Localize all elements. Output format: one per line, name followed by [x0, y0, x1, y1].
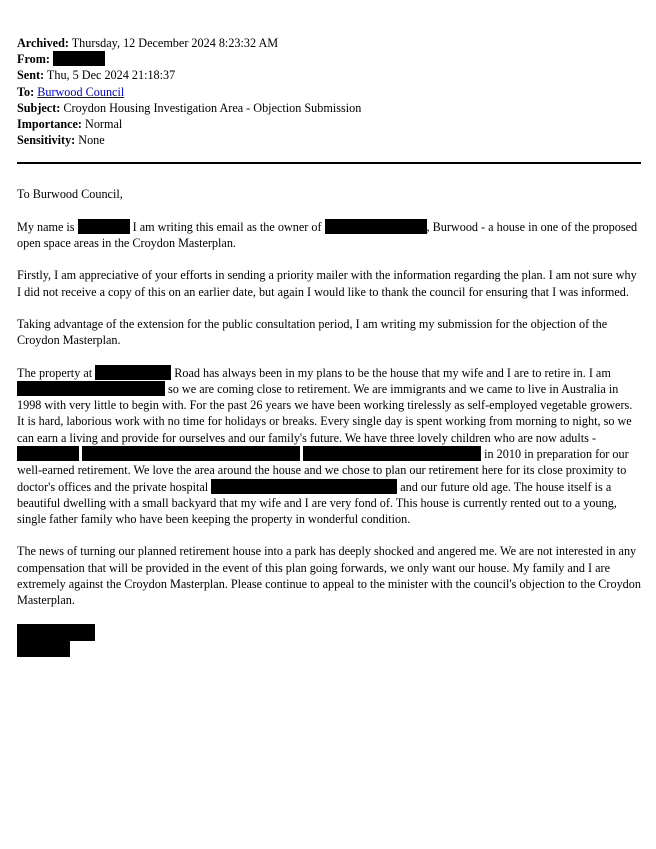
redaction-signature-line-1	[17, 624, 95, 641]
to-recipient-link[interactable]: Burwood Council	[37, 84, 125, 99]
redaction-street	[95, 365, 171, 380]
from-label: From:	[17, 52, 50, 67]
email-document	[17, 35, 641, 658]
p4-text-c: so we are coming close to retirement. We are immigrants and we came to live in Australia in 1998 with very little to begin with. For the past 26 years we have been working tirelessly as self-employed vegetable growers. It is hard, laborious work with no time for holidays or breaks. Every single day is spent working from morning to night, so we can earn a living and provide for ourselves and our family's future. We have three lovely children who are now adults -	[17, 381, 633, 445]
p4-text-e: and our future old age. The house itself is a beautiful dwelling with a small backyard that my wife and I are very fond of. This house is currently rented out to a young, single father family who have been keeping the property in wonderful condition.	[17, 479, 617, 527]
greeting: To Burwood Council,	[17, 187, 123, 202]
email-body	[17, 186, 641, 657]
redaction-hospital	[211, 479, 397, 494]
archived-row	[17, 35, 641, 51]
importance-label: Importance:	[17, 117, 82, 132]
sent-label: Sent:	[17, 68, 45, 83]
subject-row	[17, 100, 641, 116]
email-header	[17, 35, 641, 148]
importance-value: Normal	[85, 117, 123, 132]
paragraph-2: Firstly, I am appreciative of your efforts in sending a priority mailer with the information regarding the plan. I am not sure why I did not receive a copy of this on an earlier date, but again I would like to thank the council for ensuring that I was informed.	[17, 268, 637, 299]
to-label: To:	[17, 84, 35, 99]
subject-label: Subject:	[17, 100, 61, 115]
redaction-name	[78, 219, 130, 234]
paragraph-4	[17, 365, 641, 528]
header-divider	[17, 162, 641, 164]
redaction-from	[53, 51, 105, 66]
paragraph-5: The news of turning our planned retirement house into a park has deeply shocked and angered me. We are not interested in any compensation that will be provided in the event of this plan going forwards, we only want our house. My family and I are extremely against the Croydon Masterplan. Please continue to appeal to the minister with the council's objection to the Croydon Masterplan.	[17, 544, 641, 608]
sent-row	[17, 67, 641, 83]
subject-value: Croydon Housing Investigation Area - Objection Submission	[63, 100, 362, 115]
to-row	[17, 84, 641, 100]
archived-value: Thursday, 12 December 2024 8:23:32 AM	[71, 36, 279, 50]
sent-value: Thu, 5 Dec 2024 21:18:37	[46, 68, 176, 83]
archived-label: Archived:	[17, 36, 69, 50]
p1-text-c: , Burwood - a house in one of the proposed open space areas in the Croydon Masterplan.	[17, 219, 638, 251]
from-row	[17, 51, 641, 67]
sensitivity-row	[17, 132, 641, 148]
sensitivity-value: None	[78, 133, 105, 148]
redaction-age	[17, 381, 165, 396]
redacted-signature	[17, 624, 641, 658]
paragraph-1	[17, 219, 641, 252]
p4-text-d: in 2010 in preparation for our well-earned retirement. We love the area around the house and we chose to plan our retirement here for its close proximity to doctor's offices and the private hospital	[17, 446, 629, 494]
sensitivity-label: Sensitivity:	[17, 133, 76, 148]
redaction-children-b	[82, 446, 300, 461]
p4-text-b: Road has always been in my plans to be the house that my wife and I are to retire in. I am	[174, 365, 611, 380]
p4-text-a: The property at	[17, 365, 93, 380]
redaction-children-a	[17, 446, 79, 461]
redaction-children-c	[303, 446, 481, 461]
p1-text-a: My name is	[17, 219, 75, 234]
redaction-signature-line-2	[17, 641, 70, 657]
redaction-address	[325, 219, 427, 234]
p1-text-b: I am writing this email as the owner of	[132, 219, 322, 234]
paragraph-3: Taking advantage of the extension for the public consultation period, I am writing my submission for the objection of the Croydon Masterplan.	[17, 316, 608, 348]
importance-row	[17, 116, 641, 132]
